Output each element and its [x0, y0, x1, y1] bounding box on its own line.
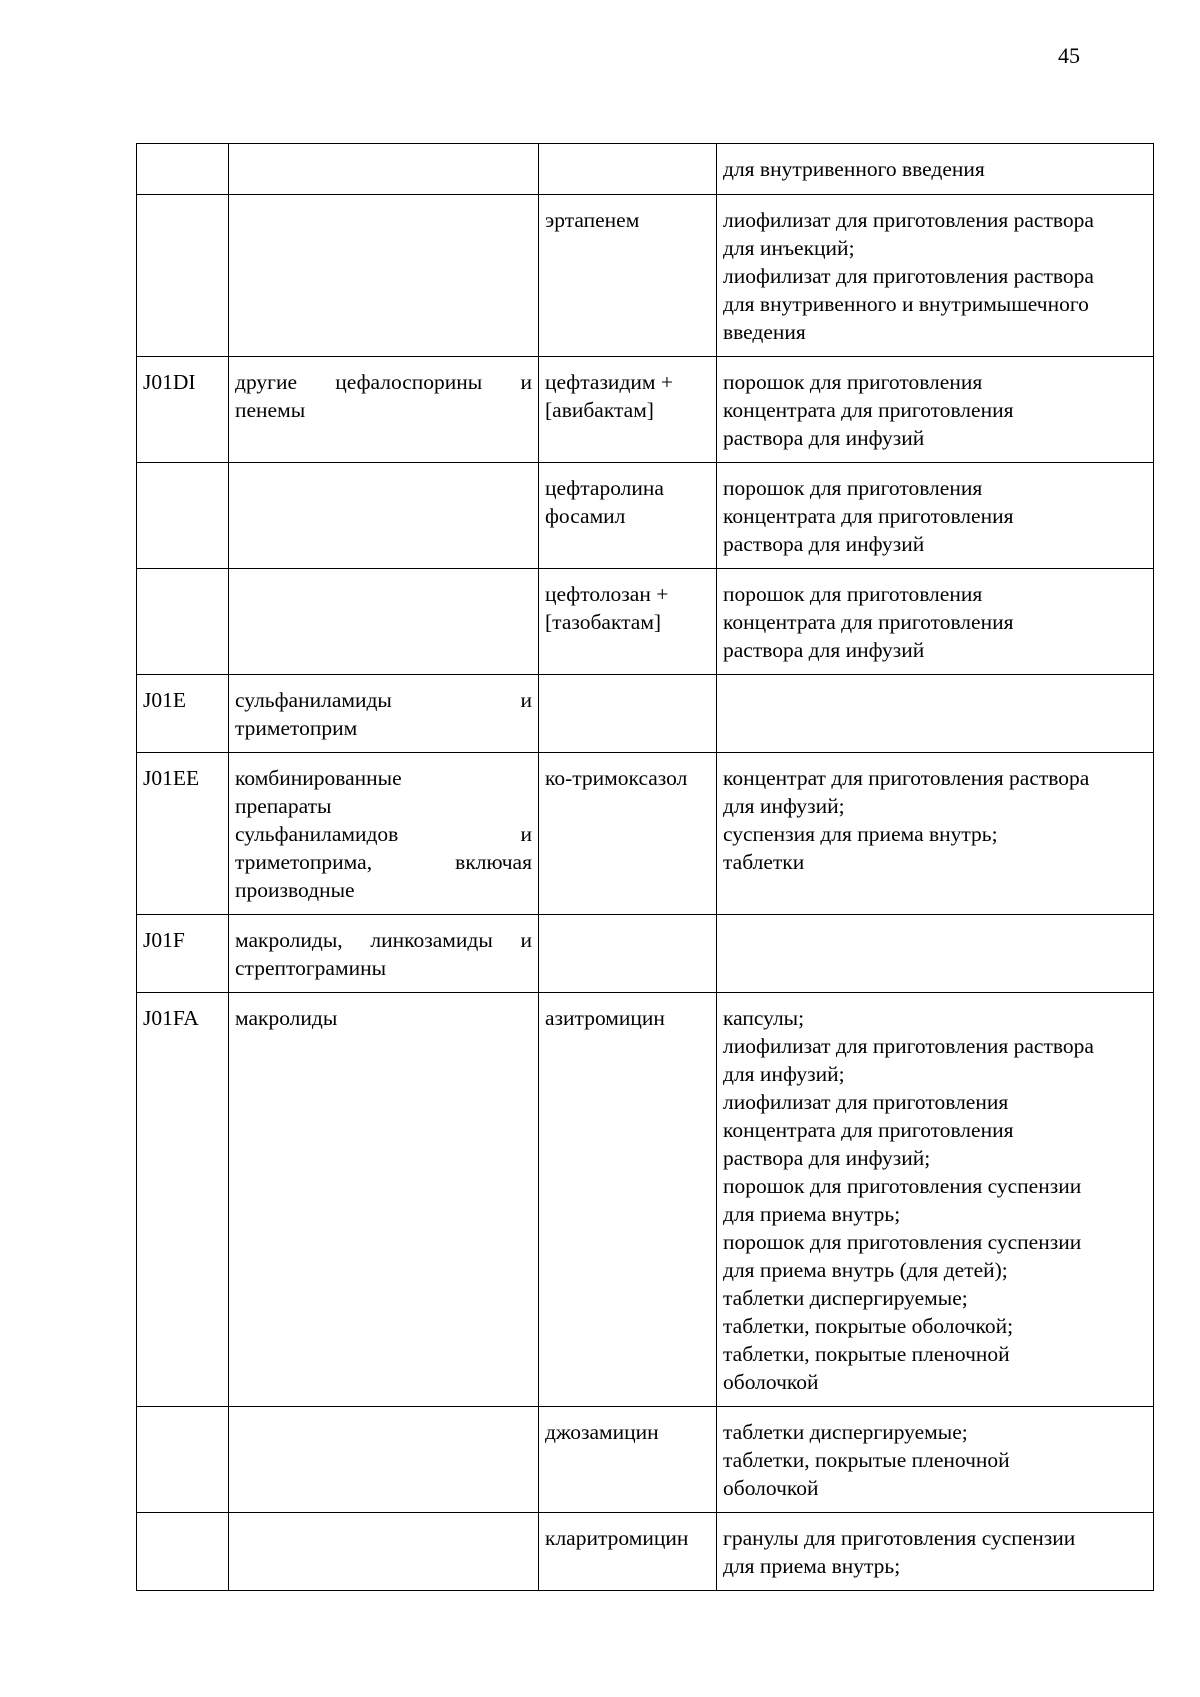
- dosage-forms-cell-line: для инъекций;: [723, 236, 855, 260]
- group-name-cell-line: комбинированные: [235, 766, 402, 790]
- table-row: [137, 463, 1154, 569]
- atc-code-cell-text: J01E: [143, 688, 186, 712]
- atc-code-cell-text: J01F: [143, 928, 185, 952]
- dosage-forms-cell-line: введения: [723, 320, 806, 344]
- drug-name-cell-line: ко-тримоксазол: [545, 766, 688, 790]
- dosage-forms-cell-line: лиофилизат для приготовления раствора: [723, 1034, 1094, 1058]
- group-name-cell: [229, 1513, 539, 1591]
- atc-code-cell: [137, 569, 229, 675]
- group-name-cell: [229, 195, 539, 357]
- dosage-forms-cell: [717, 675, 1154, 753]
- atc-code-cell: [137, 993, 229, 1407]
- dosage-forms-cell: [717, 463, 1154, 569]
- atc-code-cell-text: J01DI: [143, 370, 196, 394]
- group-name-cell: [229, 463, 539, 569]
- table-row: [137, 1407, 1154, 1513]
- atc-code-cell: [137, 915, 229, 993]
- drug-name-cell-line: джозамицин: [545, 1420, 659, 1444]
- table-row: [137, 675, 1154, 753]
- group-name-cell-line: препараты: [235, 794, 332, 818]
- group-name-cell: [229, 915, 539, 993]
- dosage-forms-cell-line: раствора для инфузий: [723, 638, 925, 662]
- dosage-forms-cell-line: таблетки, покрытые пленочной: [723, 1342, 1010, 1366]
- atc-code-cell: [137, 463, 229, 569]
- group-name-cell-line: макролиды, линкозамиды и: [235, 928, 532, 952]
- dosage-forms-cell-line: таблетки диспергируемые;: [723, 1420, 968, 1444]
- dosage-forms-cell: [717, 569, 1154, 675]
- dosage-forms-cell-line: концентрата для приготовления: [723, 504, 1014, 528]
- drug-name-cell: [539, 463, 717, 569]
- group-name-cell-line: триметоприм: [235, 716, 358, 740]
- atc-code-cell: [137, 195, 229, 357]
- group-name-cell: [229, 144, 539, 195]
- dosage-forms-cell-line: концентрата для приготовления: [723, 610, 1014, 634]
- dosage-forms-cell: [717, 144, 1154, 195]
- dosage-forms-cell: [717, 195, 1154, 357]
- drug-name-cell: [539, 1407, 717, 1513]
- group-name-cell-line: сульфаниламидов и: [235, 822, 532, 846]
- atc-code-cell: [137, 753, 229, 915]
- table-row: [137, 915, 1154, 993]
- table-row: [137, 357, 1154, 463]
- dosage-forms-cell-line: порошок для приготовления: [723, 476, 983, 500]
- dosage-forms-cell-line: оболочкой: [723, 1476, 819, 1500]
- table-body: [137, 144, 1154, 1591]
- drug-name-cell: [539, 1513, 717, 1591]
- group-name-cell-line: пенемы: [235, 398, 306, 422]
- dosage-forms-cell-line: концентрата для приготовления: [723, 1118, 1014, 1142]
- group-name-cell-line: сульфаниламиды и: [235, 688, 532, 712]
- dosage-forms-cell: [717, 993, 1154, 1407]
- dosage-forms-cell-line: капсулы;: [723, 1006, 805, 1030]
- drug-name-cell-line: цефтолозан +: [545, 582, 669, 606]
- drug-name-cell-line: [авибактам]: [545, 398, 654, 422]
- drug-name-cell: [539, 915, 717, 993]
- dosage-forms-cell: [717, 753, 1154, 915]
- dosage-forms-cell-line: для приема внутрь;: [723, 1202, 901, 1226]
- group-name-cell: [229, 753, 539, 915]
- group-name-cell: [229, 569, 539, 675]
- group-name-cell-line: другие цефалоспорины и: [235, 370, 532, 394]
- dosage-forms-cell-line: лиофилизат для приготовления раствора: [723, 264, 1094, 288]
- dosage-forms-cell: [717, 915, 1154, 993]
- dosage-forms-cell-line: раствора для инфузий: [723, 532, 925, 556]
- table-row: [137, 195, 1154, 357]
- group-name-cell: [229, 1407, 539, 1513]
- drug-name-cell: [539, 357, 717, 463]
- dosage-forms-cell-line: суспензия для приема внутрь;: [723, 822, 998, 846]
- dosage-forms-cell-line: порошок для приготовления суспензии: [723, 1174, 1082, 1198]
- dosage-forms-cell-line: порошок для приготовления: [723, 582, 983, 606]
- dosage-forms-cell-line: для внутривенного введения: [723, 157, 985, 181]
- dosage-forms-cell-line: для внутривенного и внутримышечного: [723, 292, 1089, 316]
- dosage-forms-cell: [717, 1513, 1154, 1591]
- dosage-forms-cell-line: раствора для инфузий;: [723, 1146, 931, 1170]
- dosage-forms-cell-line: раствора для инфузий: [723, 426, 925, 450]
- drug-name-cell-line: эртапенем: [545, 208, 640, 232]
- dosage-forms-cell-line: для инфузий;: [723, 1062, 845, 1086]
- atc-code-cell: [137, 144, 229, 195]
- drug-name-cell-line: кларитромицин: [545, 1526, 689, 1550]
- dosage-forms-cell-line: лиофилизат для приготовления: [723, 1090, 1009, 1114]
- group-name-cell: [229, 357, 539, 463]
- drug-name-cell: [539, 195, 717, 357]
- atc-code-cell: [137, 357, 229, 463]
- table-row: [137, 753, 1154, 915]
- drug-name-cell: [539, 993, 717, 1407]
- dosage-forms-cell-line: лиофилизат для приготовления раствора: [723, 208, 1094, 232]
- table-row: [137, 144, 1154, 195]
- drug-name-cell-line: цефтазидим +: [545, 370, 673, 394]
- group-name-cell-line: производные: [235, 878, 355, 902]
- drug-name-cell: [539, 144, 717, 195]
- atc-code-cell: [137, 1513, 229, 1591]
- dosage-forms-cell-line: таблетки, покрытые пленочной: [723, 1448, 1010, 1472]
- dosage-forms-cell-line: для приема внутрь;: [723, 1554, 901, 1578]
- group-name-cell-line: стрептограмины: [235, 956, 387, 980]
- table-row: [137, 993, 1154, 1407]
- dosage-forms-cell-line: порошок для приготовления: [723, 370, 983, 394]
- dosage-forms-cell-line: для инфузий;: [723, 794, 845, 818]
- atc-code-cell: [137, 675, 229, 753]
- dosage-forms-cell-line: концентрат для приготовления раствора: [723, 766, 1090, 790]
- group-name-cell-line: макролиды: [235, 1006, 338, 1030]
- group-name-cell-line: триметоприма, включая: [235, 850, 532, 874]
- dosage-forms-cell: [717, 357, 1154, 463]
- dosage-forms-cell-line: оболочкой: [723, 1370, 819, 1394]
- table-row: [137, 1513, 1154, 1591]
- atc-code-cell: [137, 1407, 229, 1513]
- drug-name-cell-line: цефтаролина: [545, 476, 664, 500]
- drug-name-cell-line: [тазобактам]: [545, 610, 662, 634]
- drug-name-cell: [539, 753, 717, 915]
- drug-name-cell-line: фосамил: [545, 504, 626, 528]
- atc-code-cell-text: J01FA: [143, 1006, 199, 1030]
- dosage-forms-cell-line: таблетки, покрытые оболочкой;: [723, 1314, 1014, 1338]
- dosage-forms-cell-line: концентрата для приготовления: [723, 398, 1014, 422]
- dosage-forms-cell-line: гранулы для приготовления суспензии: [723, 1526, 1076, 1550]
- group-name-cell: [229, 675, 539, 753]
- dosage-forms-cell-line: порошок для приготовления суспензии: [723, 1230, 1082, 1254]
- dosage-forms-cell: [717, 1407, 1154, 1513]
- table-row: [137, 569, 1154, 675]
- group-name-cell: [229, 993, 539, 1407]
- drug-classification-table: [136, 143, 1154, 1591]
- drug-name-cell: [539, 675, 717, 753]
- dosage-forms-cell-line: для приема внутрь (для детей);: [723, 1258, 1008, 1282]
- drug-name-cell: [539, 569, 717, 675]
- page-number: 45: [1058, 43, 1080, 68]
- atc-code-cell-text: J01EE: [143, 766, 200, 790]
- dosage-forms-cell-line: таблетки диспергируемые;: [723, 1286, 968, 1310]
- drug-name-cell-line: азитромицин: [545, 1006, 665, 1030]
- dosage-forms-cell-line: таблетки: [723, 850, 805, 874]
